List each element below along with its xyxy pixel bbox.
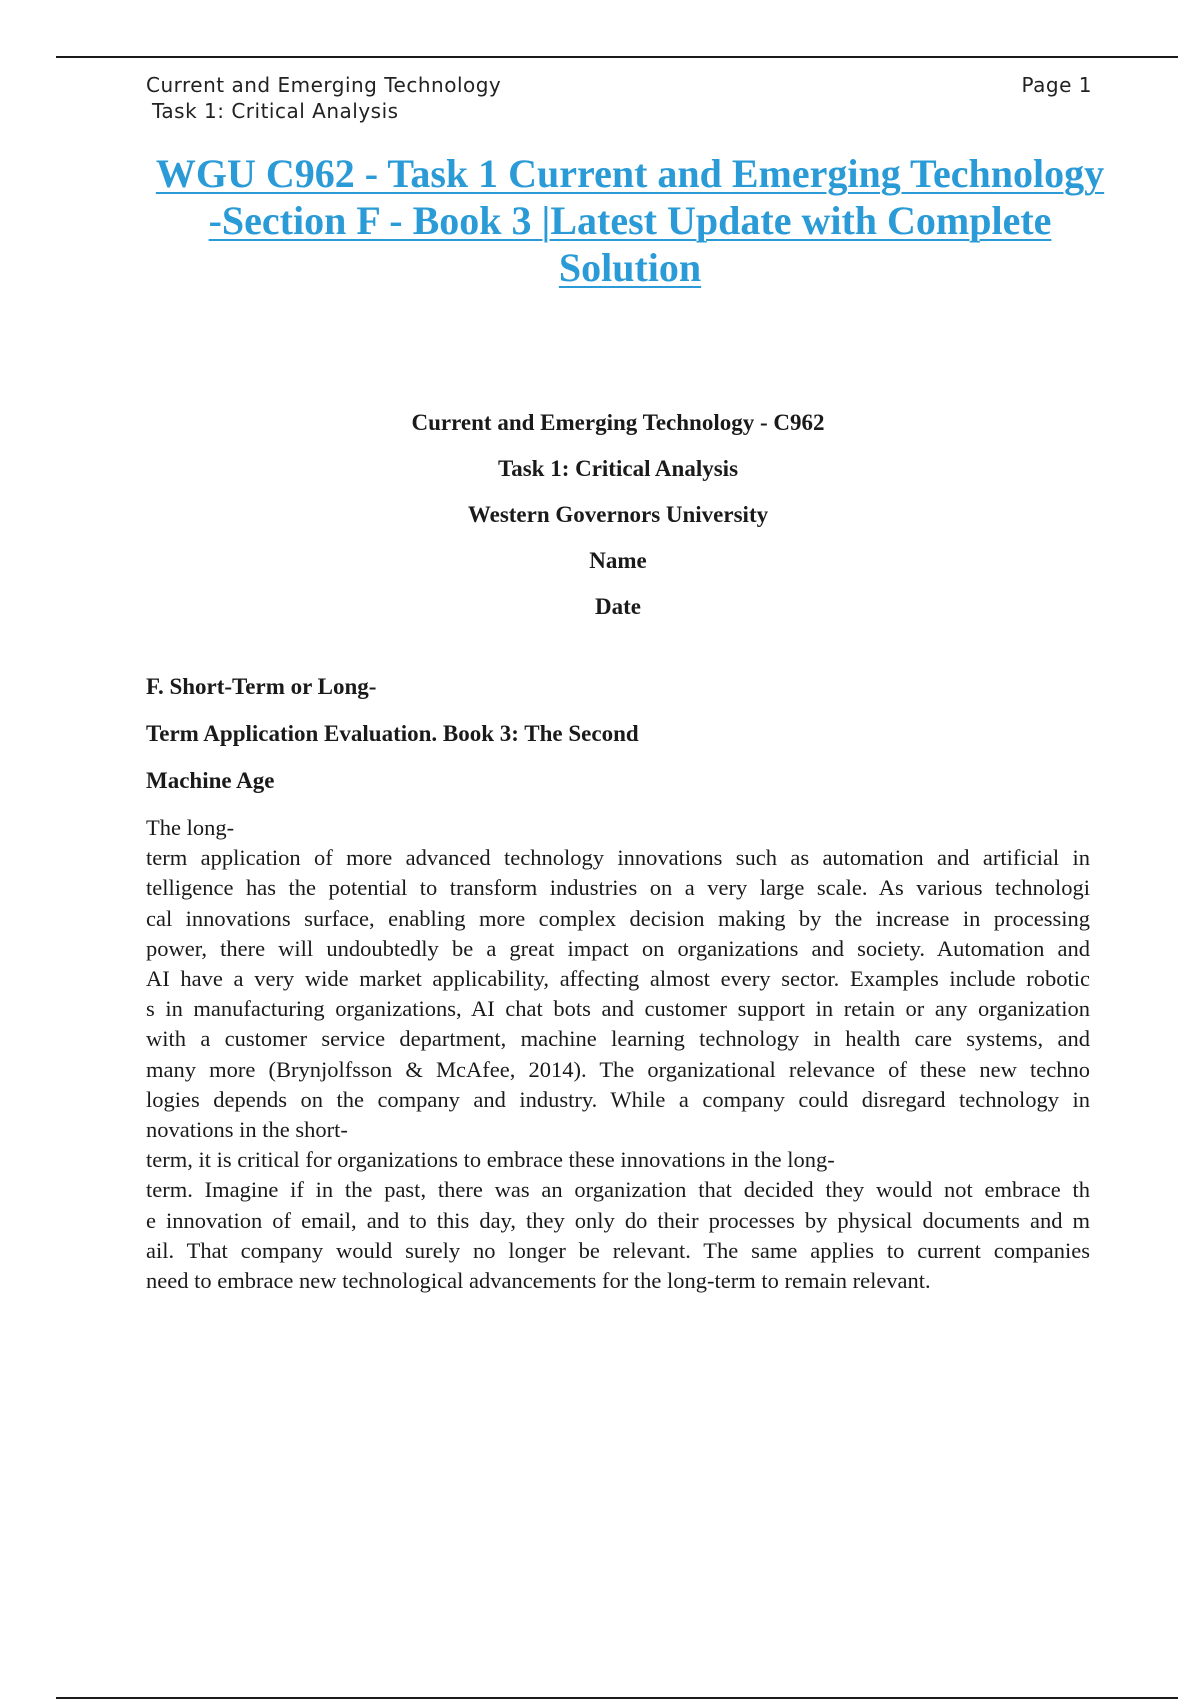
body-line: cal innovations surface, enabling more complex decision making by the increase in processing (146, 905, 1090, 931)
document-title-line-3[interactable]: Solution (558, 245, 702, 290)
body-line: novations in the short- (146, 1117, 348, 1143)
footer-rule (56, 1697, 1178, 1699)
document-title-line-2[interactable]: -Section F - Book 3 |Latest Update with Complete (208, 198, 1052, 243)
section-heading (146, 673, 1106, 814)
body-line: e innovation of email, and to this day, they only do their processes by physical documents and m (146, 1207, 1090, 1233)
body-line: many more (Brynjolfsson & McAfee, 2014). The organizational relevance of these new techno (146, 1056, 1090, 1082)
body-line: ail. That company would surely no longer be relevant. The same applies to current companies (146, 1237, 1090, 1263)
body-line: logies depends on the company and industry. While a company could disregard technology in (146, 1086, 1090, 1112)
body-line: power, there will undoubtedly be a great impact on organizations and society. Automation and (146, 935, 1090, 961)
title-block-date: Date (595, 594, 641, 619)
section-heading-line-3: Machine Age (146, 768, 275, 793)
section-heading-line-2: Term Application Evaluation. Book 3: The Second (146, 721, 639, 746)
body-line: term application of more advanced technology innovations such as automation and artificial in (146, 845, 1090, 871)
title-block-university: Western Governors University (467, 502, 769, 527)
body-line: s in manufacturing organizations, AI chat bots and customer support in retain or any organization (146, 996, 1090, 1022)
body-line: The long- (146, 815, 235, 840)
section-heading-line-1: F. Short-Term or Long- (146, 674, 377, 699)
title-block-task: Task 1: Critical Analysis (497, 456, 739, 481)
title-block (0, 410, 1200, 640)
body-line: AI have a very wide market applicability, affecting almost every sector. Examples include robotic (146, 966, 1090, 992)
body-line: need to embrace new technological advancements for the long-term to remain relevant. (146, 1268, 931, 1294)
header-page-number: Page 1 (1021, 73, 1092, 97)
body-paragraph (146, 813, 1090, 1296)
title-block-name: Name (589, 548, 647, 573)
header-rule (56, 56, 1178, 58)
header-task: Task 1: Critical Analysis (152, 99, 399, 123)
title-block-course: Current and Emerging Technology - C962 (411, 410, 825, 435)
header-course: Current and Emerging Technology (146, 73, 502, 97)
document-title[interactable] (140, 150, 1120, 291)
body-line: term, it is critical for organizations to embrace these innovations in the long- (146, 1147, 835, 1173)
running-header (146, 72, 1092, 124)
document-title-line-1[interactable]: WGU C962 - Task 1 Current and Emerging Technology (155, 151, 1105, 196)
body-line: term. Imagine if in the past, there was an organization that decided they would not embrace th (146, 1177, 1090, 1203)
body-line: telligence has the potential to transform industries on a very large scale. As various technologi (146, 875, 1090, 901)
body-line: with a customer service department, machine learning technology in health care systems, and (146, 1026, 1090, 1052)
